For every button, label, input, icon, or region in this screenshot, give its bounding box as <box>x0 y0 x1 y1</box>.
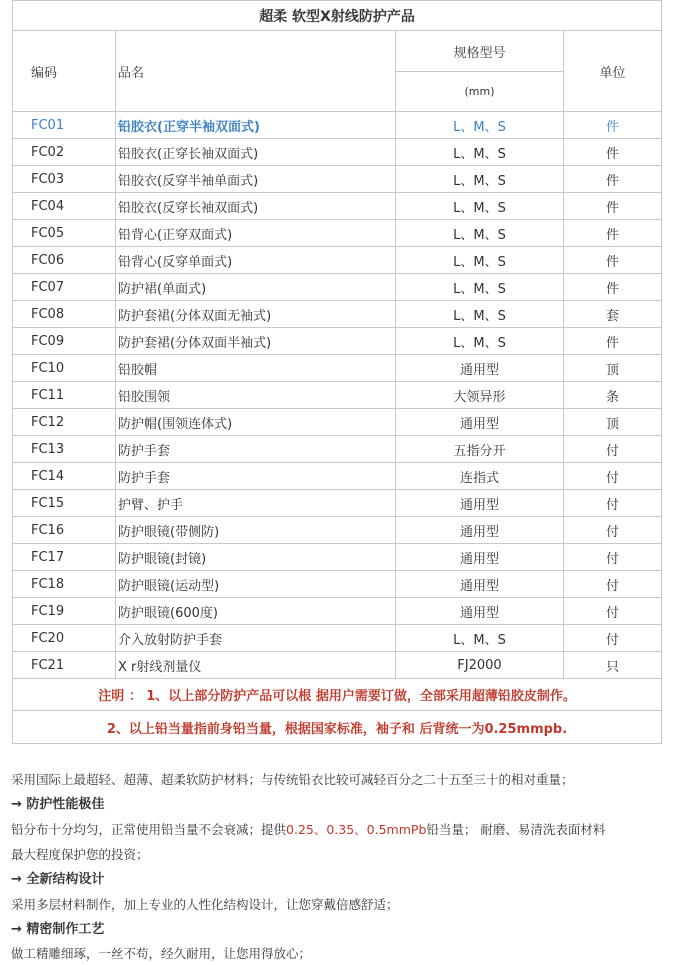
cell-unit: 顶 <box>564 355 662 382</box>
cell-spec: 通用型 <box>396 490 564 517</box>
header-spec-unit: (mm) <box>396 72 564 112</box>
cell-spec: 通用型 <box>396 544 564 571</box>
table-row <box>13 166 662 193</box>
cell-name: 防护眼镜(600度) <box>116 598 396 625</box>
cell-spec: 通用型 <box>396 409 564 436</box>
cell-spec: L、M、S <box>396 220 564 247</box>
cell-spec: 大领异形 <box>396 382 564 409</box>
performance-text-a: 铅分布十分均匀，正常使用铅当量不会衰减；提供 <box>11 822 287 837</box>
table-row <box>13 571 662 598</box>
cell-unit: 件 <box>564 139 662 166</box>
header-spec: 规格型号 <box>396 31 564 72</box>
table-row <box>13 625 662 652</box>
table-row <box>13 139 662 166</box>
cell-code: FC03 <box>13 166 116 193</box>
cell-code: FC19 <box>13 598 116 625</box>
table-row <box>13 436 662 463</box>
cell-spec: L、M、S <box>396 139 564 166</box>
cell-unit: 付 <box>564 490 662 517</box>
cell-name: 防护套裙(分体双面无袖式) <box>116 301 396 328</box>
cell-unit: 只 <box>564 652 662 679</box>
cell-unit: 件 <box>564 247 662 274</box>
section-performance-text-2: 最大程度保护您的投资； <box>11 847 149 862</box>
section-craft-text: 做工精雕细琢，一丝不苟，经久耐用，让您用得放心； <box>11 946 312 961</box>
cell-spec: 通用型 <box>396 598 564 625</box>
table-row <box>13 301 662 328</box>
table-row <box>13 382 662 409</box>
cell-name: 护臂、护手 <box>116 490 396 517</box>
cell-spec: L、M、S <box>396 625 564 652</box>
cell-unit: 件 <box>564 112 662 139</box>
cell-unit: 件 <box>564 274 662 301</box>
cell-code: FC14 <box>13 463 116 490</box>
table-row <box>13 355 662 382</box>
cell-spec: L、M、S <box>396 328 564 355</box>
section-performance-text <box>11 822 671 838</box>
cell-code: FC21 <box>13 652 116 679</box>
cell-code: FC06 <box>13 247 116 274</box>
cell-code: FC01 <box>13 112 116 139</box>
cell-code: FC07 <box>13 274 116 301</box>
cell-spec: L、M、S <box>396 166 564 193</box>
cell-spec: 通用型 <box>396 355 564 382</box>
cell-unit: 顶 <box>564 409 662 436</box>
section-structure-text: 采用多层材料制作，加上专业的人性化结构设计，让您穿戴倍感舒适； <box>11 897 399 912</box>
cell-spec: 通用型 <box>396 571 564 598</box>
cell-unit: 付 <box>564 544 662 571</box>
cell-name: 铅胶衣(反穿半袖单面式) <box>116 166 396 193</box>
cell-unit: 件 <box>564 193 662 220</box>
cell-unit: 件 <box>564 220 662 247</box>
cell-name: 铅胶衣(正穿长袖双面式) <box>116 139 396 166</box>
cell-name: 防护眼镜(运动型) <box>116 571 396 598</box>
table-row <box>13 328 662 355</box>
cell-name: 防护眼镜(封镜) <box>116 544 396 571</box>
cell-unit: 件 <box>564 166 662 193</box>
cell-unit: 付 <box>564 463 662 490</box>
cell-code: FC09 <box>13 328 116 355</box>
section-performance-title: → 防护性能极佳 <box>11 797 105 812</box>
cell-name: X r射线剂量仪 <box>116 652 396 679</box>
product-table <box>12 0 662 744</box>
header-code: 编码 <box>13 31 116 112</box>
intro-text: 采用国际上最超轻、超薄、超柔软防护材料；与传统铅衣比较可减轻百分之二十五至三十的相对重量； <box>11 772 574 787</box>
header-name: 品名 <box>116 31 396 112</box>
cell-name: 防护手套 <box>116 436 396 463</box>
cell-code: FC05 <box>13 220 116 247</box>
table-row <box>13 490 662 517</box>
cell-spec: L、M、S <box>396 274 564 301</box>
cell-code: FC10 <box>13 355 116 382</box>
table-row <box>13 220 662 247</box>
table-row <box>13 409 662 436</box>
cell-name: 铅胶围领 <box>116 382 396 409</box>
note-2: 2、以上铅当量指前身铅当量，根据国家标准，袖子和 后背统一为0.25mmpb. <box>13 711 662 744</box>
cell-code: FC20 <box>13 625 116 652</box>
cell-code: FC12 <box>13 409 116 436</box>
table-row <box>13 517 662 544</box>
cell-code: FC11 <box>13 382 116 409</box>
cell-code: FC18 <box>13 571 116 598</box>
cell-name: 防护眼镜(带侧防) <box>116 517 396 544</box>
cell-code: FC04 <box>13 193 116 220</box>
cell-spec: L、M、S <box>396 193 564 220</box>
cell-name: 铅背心(正穿双面式) <box>116 220 396 247</box>
cell-unit: 套 <box>564 301 662 328</box>
cell-unit: 件 <box>564 328 662 355</box>
note-1: 注明 ： 1、以上部分防护产品可以根 据用户需要订做，全部采用超薄铅胶皮制作。 <box>13 679 662 711</box>
cell-code: FC17 <box>13 544 116 571</box>
cell-unit: 条 <box>564 382 662 409</box>
cell-name: 防护套裙(分体双面半袖式) <box>116 328 396 355</box>
cell-spec: 五指分开 <box>396 436 564 463</box>
header-unit: 单位 <box>564 31 662 112</box>
cell-spec: 通用型 <box>396 517 564 544</box>
performance-text-b: 铅当量； 耐磨、易清洗表面材料 <box>426 822 606 837</box>
cell-code: FC15 <box>13 490 116 517</box>
cell-code: FC08 <box>13 301 116 328</box>
table-row <box>13 247 662 274</box>
lead-equivalent-values: 0.25、0.35、0.5mmPb <box>286 822 427 837</box>
cell-name: 铅胶衣(反穿长袖双面式) <box>116 193 396 220</box>
section-craft-title: → 精密制作工艺 <box>11 922 105 937</box>
cell-unit: 付 <box>564 571 662 598</box>
cell-name: 介入放射防护手套 <box>116 625 396 652</box>
cell-name: 铅背心(反穿单面式) <box>116 247 396 274</box>
table-row <box>13 193 662 220</box>
cell-name: 铅胶帽 <box>116 355 396 382</box>
table-row <box>13 652 662 679</box>
table-row <box>13 274 662 301</box>
cell-spec: L、M、S <box>396 112 564 139</box>
cell-name: 防护手套 <box>116 463 396 490</box>
cell-unit: 付 <box>564 436 662 463</box>
cell-name: 防护帽(围领连体式) <box>116 409 396 436</box>
cell-name: 铅胶衣(正穿半袖双面式) <box>116 112 396 139</box>
table-row <box>13 112 662 139</box>
cell-spec: 连指式 <box>396 463 564 490</box>
cell-name: 防护裙(单面式) <box>116 274 396 301</box>
cell-spec: FJ2000 <box>396 652 564 679</box>
table-row <box>13 598 662 625</box>
cell-code: FC02 <box>13 139 116 166</box>
table-row <box>13 544 662 571</box>
cell-spec: L、M、S <box>396 301 564 328</box>
cell-unit: 付 <box>564 625 662 652</box>
cell-spec: L、M、S <box>396 247 564 274</box>
section-structure-title: → 全新结构设计 <box>11 872 105 887</box>
table-row <box>13 463 662 490</box>
cell-unit: 付 <box>564 517 662 544</box>
cell-code: FC13 <box>13 436 116 463</box>
table-title: 超柔 软型X射线防护产品 <box>13 1 662 31</box>
cell-code: FC16 <box>13 517 116 544</box>
cell-unit: 付 <box>564 598 662 625</box>
